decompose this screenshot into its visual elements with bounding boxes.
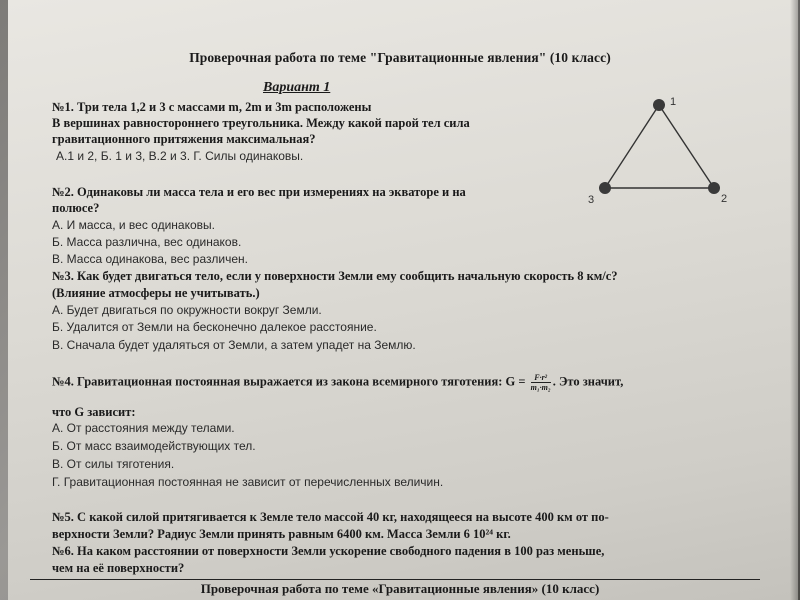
q2-line2: полюсе? [52, 201, 100, 215]
formula-numerator: F·r² [531, 373, 551, 383]
variant-heading: Вариант 1 [263, 80, 331, 95]
q4-answer-c: В. От силы тяготения. [52, 457, 175, 471]
q3-answer-a: А. Будет двигаться по окружности вокруг Земли. [52, 303, 322, 317]
q4-line1 [52, 373, 623, 392]
formula-denominator: m₁·m₂ [530, 383, 551, 392]
q6-line1: №6. На каком расстоянии от поверхности Земли ускорение свободного падения в 100 раз меньше, [52, 544, 605, 558]
q3-line1: №3. Как будет двигаться тело, если у поверхности Земли ему сообщить начальную скорость 8 км/с? [52, 269, 618, 283]
triangle-side-3-1 [605, 105, 659, 188]
q1-line1: №1. Три тела 1,2 и 3 с массами m, 2m и 3m расположены [52, 100, 372, 114]
q3-answer-b: Б. Удалится от Земли на бесконечно далекое расстояние. [52, 320, 377, 334]
page-title: Проверочная работа по теме "Гравитационные явления" (10 класс) [189, 50, 611, 65]
q4-line2: что G зависит: [52, 405, 136, 419]
label-1: 1 [670, 96, 677, 108]
q6-line2: чем на её поверхности? [52, 561, 185, 575]
q5-line2: верхности Земли? Радиус Земли принять равным 6400 км. Масса Земли 6 10²⁴ кг. [52, 527, 511, 541]
q1-line3: гравитационного притяжения максимальная? [52, 132, 316, 146]
label-2: 2 [721, 193, 728, 205]
q2-answer-c: В. Масса одинакова, вес различен. [52, 252, 248, 266]
label-3: 3 [588, 194, 595, 206]
q5-line1: №5. С какой силой притягивается к Земле тело массой 40 кг, находящееся на высоте 400 км от по- [52, 510, 609, 524]
q1-line2: В вершинах равностороннего треугольника. Между какой парой тел сила [52, 116, 470, 130]
divider-line [30, 579, 760, 580]
q4-line1-end: . Это значит, [552, 374, 624, 389]
mass-point-1 [653, 99, 665, 111]
q2-answer-a: А. И масса, и вес одинаковы. [52, 218, 215, 232]
q4-line1-text: №4. Гравитационная постоянная выражается из закона всемирного тяготения: G = [52, 374, 526, 389]
gravity-formula [531, 373, 551, 392]
q3-line2: (Влияние атмосферы не учитывать.) [52, 286, 260, 300]
q2-answer-b: Б. Масса различна, вес одинаков. [52, 235, 242, 249]
q4-answer-a: А. От расстояния между телами. [52, 421, 235, 435]
footer-title: Проверочная работа по теме «Гравитационные явления» (10 класс) [200, 581, 600, 596]
mass-point-3 [599, 182, 611, 194]
q3-answer-c: В. Сначала будет удаляться от Земли, а затем упадет на Землю. [52, 338, 416, 352]
mass-point-2 [708, 182, 720, 194]
q2-line1: №2. Одинаковы ли масса тела и его вес при измерениях на экваторе и на [52, 185, 466, 199]
q4-answer-d: Г. Гравитационная постоянная не зависит от перечисленных величин. [52, 475, 444, 489]
triangle-side-1-2 [659, 105, 714, 188]
q1-answers: А.1 и 2, Б. 1 и 3, В.2 и 3. Г. Силы одинаковы. [56, 149, 304, 163]
page-edge-shadow [790, 0, 800, 600]
triangle-diagram [590, 85, 750, 215]
q4-answer-b: Б. От масс взаимодействующих тел. [52, 439, 256, 453]
